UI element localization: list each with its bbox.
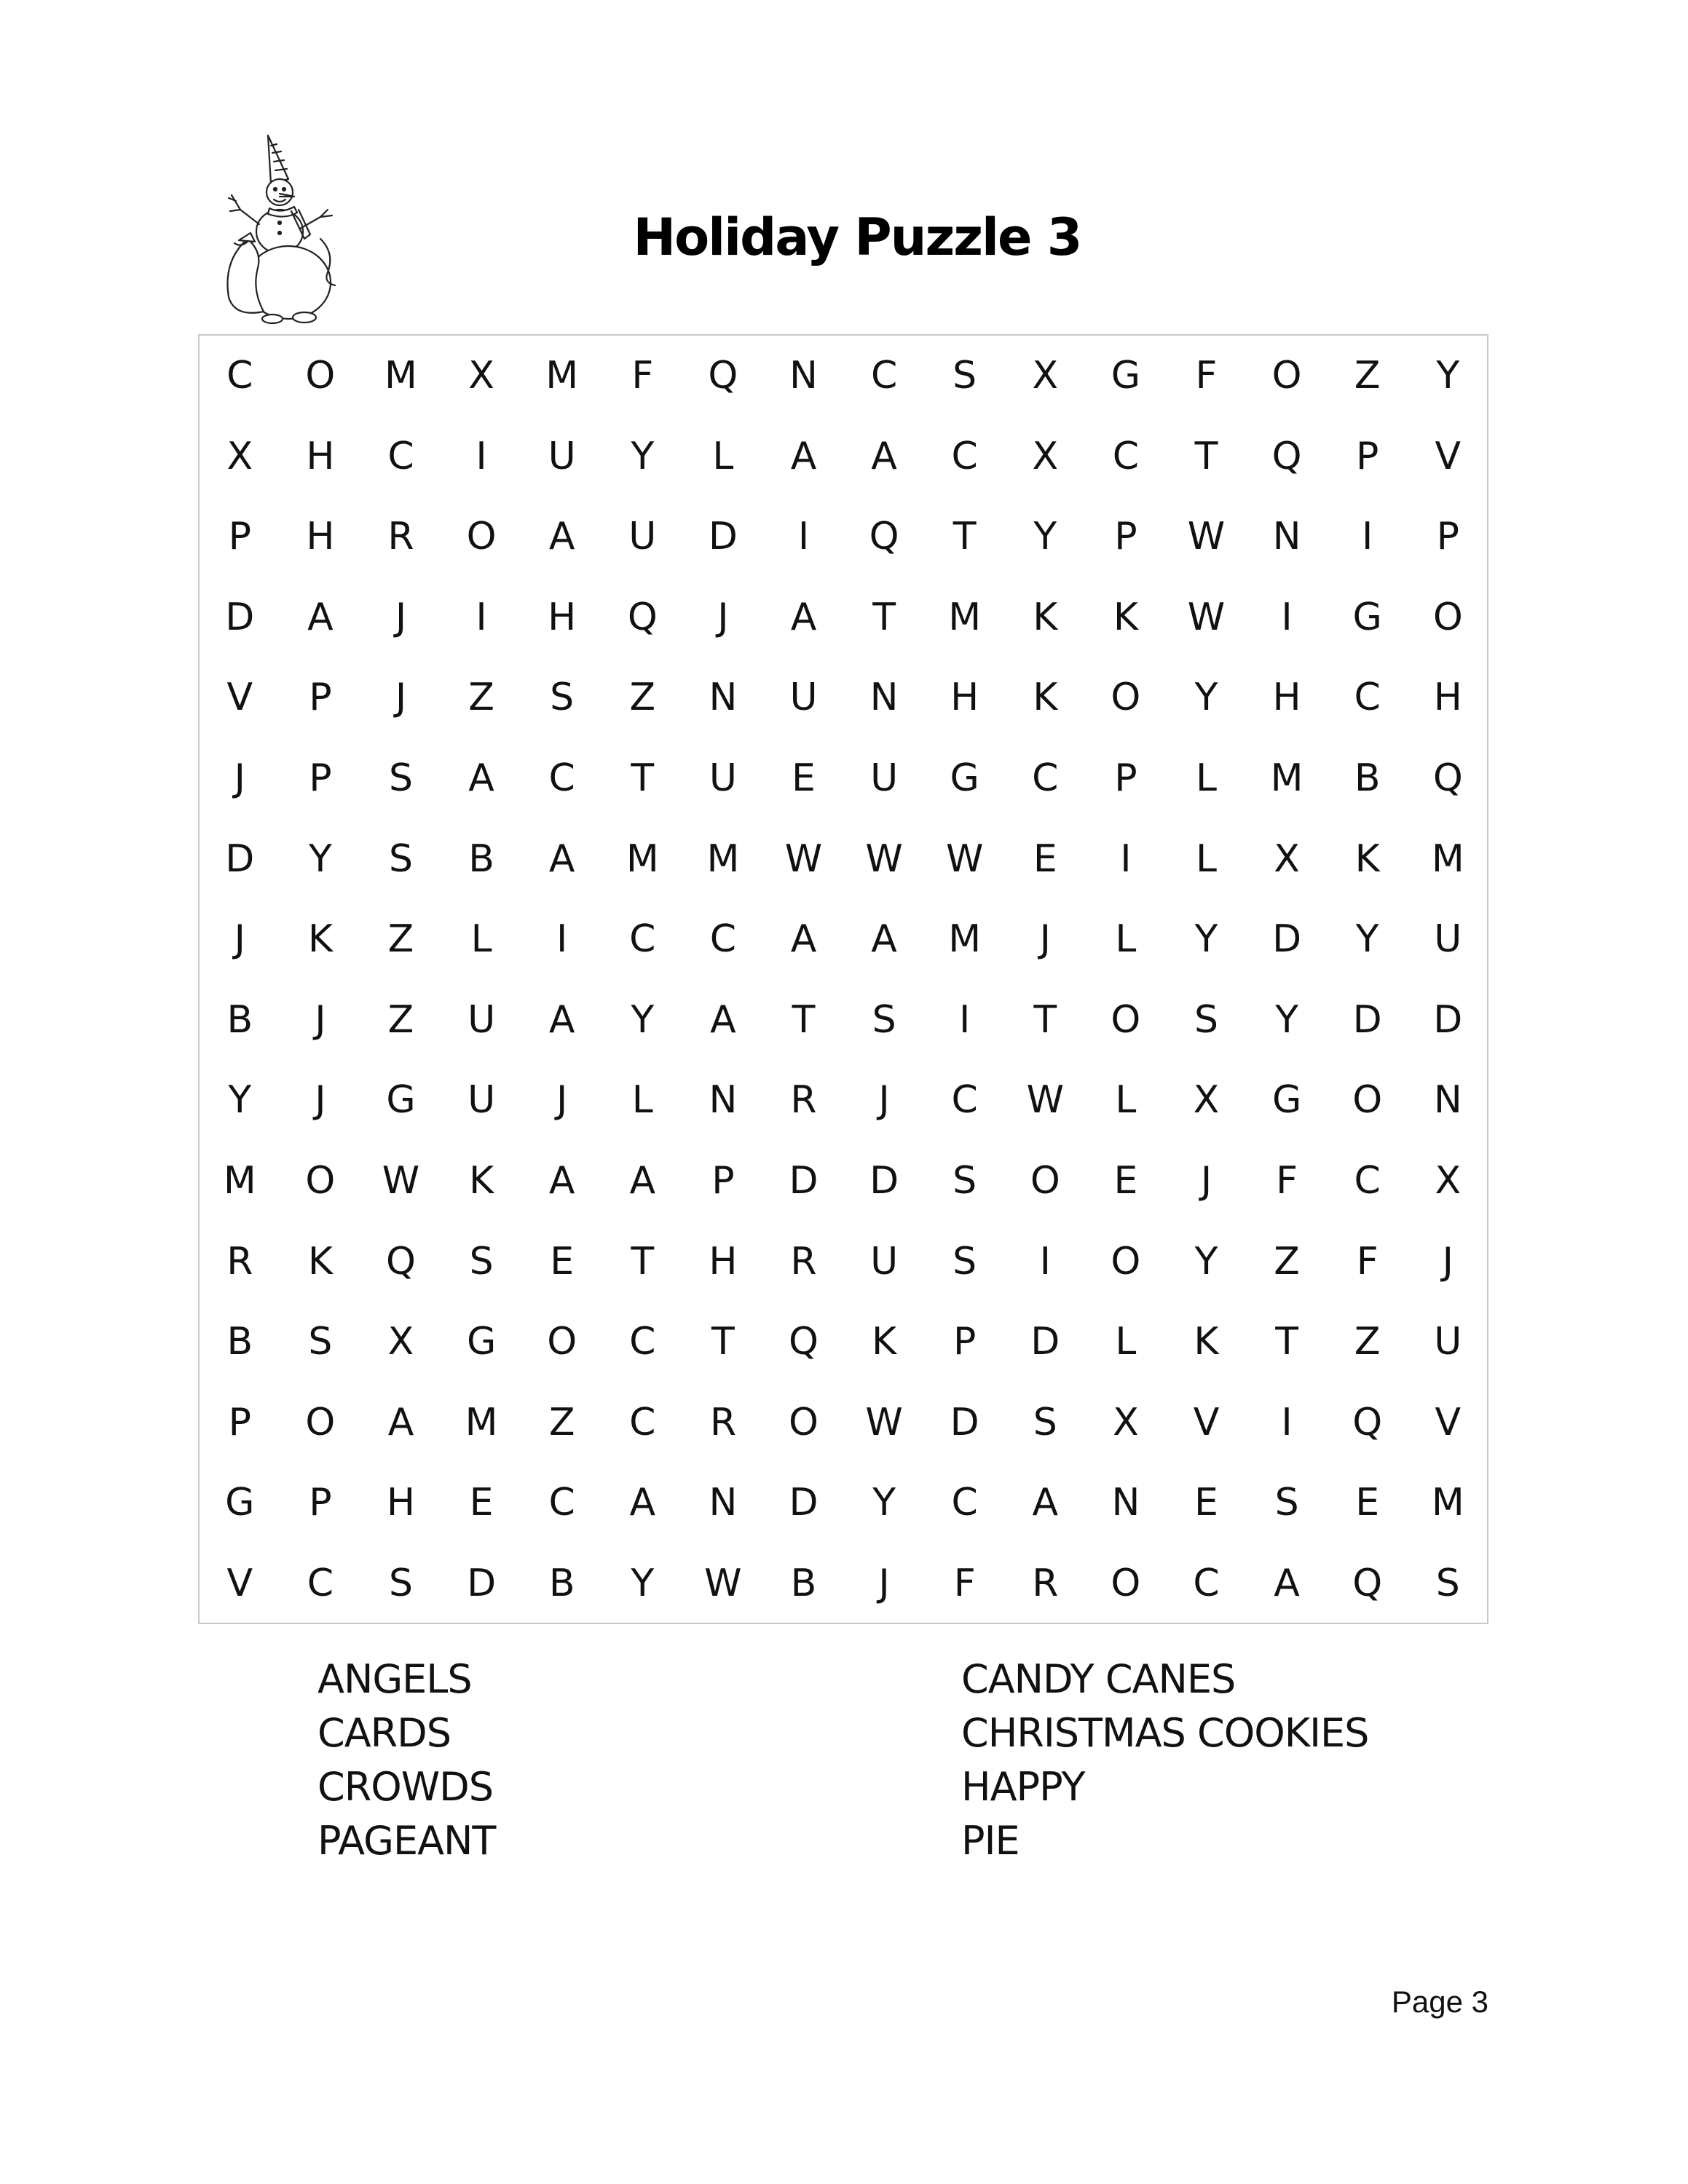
grid-cell: J — [556, 1078, 568, 1123]
grid-cell: C — [1354, 1159, 1381, 1203]
grid-cell: A — [629, 1481, 656, 1525]
grid-cell: H — [306, 515, 335, 559]
word-search-grid — [198, 334, 1488, 1624]
grid-cell: N — [709, 676, 738, 720]
grid-cell: E — [1033, 836, 1057, 881]
grid-cell: C — [1354, 676, 1381, 720]
grid-cell: C — [387, 434, 414, 478]
grid-cell: T — [872, 595, 896, 639]
grid-cell: L — [1115, 1078, 1137, 1123]
grid-cell: Q — [1352, 1400, 1383, 1444]
grid-cell: Q — [789, 1320, 819, 1364]
grid-cell: F — [1276, 1159, 1298, 1203]
grid-cell: O — [1111, 1239, 1141, 1283]
grid-cell: Q — [386, 1239, 416, 1283]
grid-cell: X — [387, 1320, 414, 1364]
grid-cell: B — [226, 997, 253, 1042]
grid-cell: D — [1352, 997, 1382, 1042]
grid-cell: X — [1193, 1078, 1220, 1123]
grid-cell: P — [1356, 434, 1379, 478]
grid-cell: J — [878, 1562, 890, 1605]
grid-cell: T — [1033, 997, 1057, 1042]
grid-cell: K — [1354, 836, 1380, 881]
grid-cell: V — [226, 676, 253, 720]
grid-cell: N — [1433, 1078, 1462, 1123]
grid-cell: J — [234, 756, 245, 800]
grid-cell: Z — [1274, 1239, 1300, 1283]
grid-cell: S — [1435, 1562, 1460, 1605]
grid-cell: S — [388, 836, 413, 881]
grid-cell: J — [395, 676, 407, 720]
grid-cell: G — [1352, 595, 1382, 639]
word-list-right — [961, 1653, 1368, 1868]
grid-cell: J — [1442, 1239, 1454, 1283]
grid-cell: U — [870, 1239, 899, 1283]
grid-cell: O — [305, 1159, 336, 1203]
grid-cell: P — [228, 1400, 251, 1444]
grid-cell: M — [948, 595, 982, 639]
grid-cell: F — [953, 1562, 976, 1605]
grid-cell: S — [1033, 1400, 1057, 1444]
grid-cell: A — [387, 1400, 414, 1444]
grid-cell: L — [1115, 917, 1137, 962]
grid-cell: I — [1281, 595, 1293, 639]
grid-cell: K — [1033, 595, 1058, 639]
grid-cell: D — [1030, 1320, 1060, 1364]
grid-cell: D — [225, 595, 255, 639]
grid-row — [200, 1543, 1487, 1624]
grid-cell: L — [1195, 756, 1217, 800]
grid-cell: D — [1272, 917, 1302, 962]
grid-cell: N — [1111, 1481, 1140, 1525]
grid-cell: B — [468, 836, 494, 881]
grid-row — [200, 657, 1487, 738]
grid-cell: V — [1193, 1400, 1220, 1444]
grid-row — [200, 1463, 1487, 1543]
grid-cell: T — [1194, 434, 1218, 478]
grid-cell: C — [629, 1400, 656, 1444]
grid-cell: U — [1434, 917, 1462, 962]
grid-cell: D — [708, 515, 738, 559]
grid-cell: A — [790, 595, 817, 639]
grid-cell: H — [548, 595, 577, 639]
grid-cell: W — [784, 836, 823, 881]
grid-cell: C — [548, 756, 575, 800]
grid-cell: O — [1111, 676, 1141, 720]
grid-cell: K — [1113, 595, 1138, 639]
grid-cell: X — [1274, 836, 1300, 881]
grid-cell: Z — [468, 676, 494, 720]
word-list-item: HAPPY — [961, 1764, 1085, 1810]
grid-cell: J — [234, 917, 245, 962]
grid-cell: B — [1354, 756, 1381, 800]
grid-cell: T — [631, 756, 655, 800]
grid-cell: U — [709, 756, 737, 800]
grid-cell: G — [1271, 1078, 1302, 1123]
grid-cell: D — [789, 1159, 819, 1203]
grid-cell: A — [307, 595, 334, 639]
grid-cell: Q — [1432, 756, 1463, 800]
grid-cell: A — [548, 836, 575, 881]
grid-cell: H — [1433, 676, 1462, 720]
grid-cell: Q — [1352, 1562, 1383, 1605]
grid-cell: Y — [1436, 354, 1460, 397]
grid-cell: Y — [631, 434, 655, 478]
grid-cell: Q — [708, 354, 738, 397]
word-list-item: CARDS — [318, 1710, 451, 1756]
grid-cell: V — [1435, 434, 1462, 478]
grid-cell: C — [1193, 1562, 1220, 1605]
grid-cell: R — [387, 515, 414, 559]
word-list-item: PAGEANT — [318, 1818, 496, 1864]
grid-cell: O — [789, 1400, 819, 1444]
grid-row — [200, 1141, 1487, 1222]
grid-cell: A — [548, 1159, 575, 1203]
grid-cell: T — [953, 515, 977, 559]
grid-row — [200, 819, 1487, 900]
word-list-item: PIE — [961, 1818, 1019, 1864]
grid-cell: C — [629, 1320, 656, 1364]
grid-cell: L — [470, 917, 492, 962]
grid-cell: H — [709, 1239, 738, 1283]
grid-cell: U — [1434, 1320, 1462, 1364]
grid-cell: Z — [1354, 1320, 1381, 1364]
grid-cell: A — [1274, 1562, 1300, 1605]
grid-row — [200, 1222, 1487, 1302]
grid-cell: C — [951, 434, 978, 478]
word-list-left — [318, 1653, 495, 1868]
grid-row — [200, 1060, 1487, 1141]
grid-cell: B — [226, 1320, 253, 1364]
grid-cell: N — [789, 354, 818, 397]
grid-cell: C — [548, 1481, 575, 1525]
grid-cell: M — [1431, 1481, 1464, 1525]
grid-cell: G — [950, 756, 979, 800]
grid-cell: Y — [309, 836, 332, 881]
grid-cell: M — [223, 1159, 256, 1203]
grid-cell: U — [870, 756, 899, 800]
grid-cell: Z — [387, 917, 414, 962]
grid-cell: C — [951, 1078, 978, 1123]
grid-cell: A — [871, 917, 897, 962]
grid-cell: Y — [872, 1481, 896, 1525]
grid-cell: S — [953, 1159, 977, 1203]
grid-cell: L — [712, 434, 734, 478]
grid-cell: I — [1039, 1239, 1051, 1283]
grid-cell: W — [382, 1159, 420, 1203]
word-list-item: CHRISTMAS COOKIES — [961, 1710, 1369, 1756]
grid-cell: I — [556, 917, 568, 962]
grid-row — [200, 1302, 1487, 1382]
grid-cell: Z — [548, 1400, 575, 1444]
grid-cell: D — [467, 1562, 497, 1605]
grid-cell: D — [950, 1400, 979, 1444]
grid-cell: I — [797, 515, 810, 559]
grid-cell: G — [466, 1320, 497, 1364]
grid-cell: K — [1194, 1320, 1219, 1364]
grid-cell: Z — [629, 676, 656, 720]
grid-cell: J — [1200, 1159, 1212, 1203]
grid-cell: O — [1352, 1078, 1383, 1123]
grid-cell: Y — [1033, 515, 1057, 559]
grid-cell: T — [1275, 1320, 1298, 1364]
word-list-item: ANGELS — [318, 1656, 472, 1702]
word-list-item: CROWDS — [318, 1764, 493, 1810]
grid-cell: U — [548, 434, 576, 478]
grid-cell: C — [951, 1481, 978, 1525]
grid-cell: Q — [1271, 434, 1302, 478]
grid-row — [200, 899, 1487, 980]
grid-cell: W — [1187, 595, 1226, 639]
grid-cell: R — [790, 1078, 817, 1123]
grid-cell: C — [307, 1562, 334, 1605]
grid-cell: O — [305, 354, 336, 397]
grid-cell: U — [789, 676, 818, 720]
grid-cell: A — [548, 997, 575, 1042]
grid-row — [200, 416, 1487, 497]
grid-cell: S — [388, 756, 413, 800]
grid-cell: C — [1112, 434, 1140, 478]
grid-cell: S — [308, 1320, 333, 1364]
grid-row — [200, 980, 1487, 1061]
grid-cell: K — [872, 1320, 897, 1364]
grid-cell: X — [1113, 1400, 1139, 1444]
grid-cell: A — [871, 434, 897, 478]
grid-cell: P — [1436, 515, 1459, 559]
grid-cell: B — [548, 1562, 575, 1605]
grid-cell: A — [629, 1159, 656, 1203]
grid-cell: Y — [1275, 997, 1298, 1042]
grid-cell: L — [1115, 1320, 1137, 1364]
grid-row — [200, 496, 1487, 577]
grid-cell: S — [953, 1239, 977, 1283]
grid-cell: K — [469, 1159, 494, 1203]
grid-cell: A — [710, 997, 736, 1042]
grid-cell: P — [711, 1159, 735, 1203]
page-title-text: Holiday Puzzle 3 — [633, 207, 1081, 267]
grid-cell: L — [1195, 836, 1217, 881]
grid-cell: R — [1032, 1562, 1059, 1605]
grid-cell: J — [315, 997, 326, 1042]
grid-cell: P — [953, 1320, 977, 1364]
grid-cell: W — [1187, 515, 1226, 559]
grid-cell: R — [709, 1400, 736, 1444]
grid-cell: S — [388, 1562, 413, 1605]
grid-cell: X — [1032, 354, 1059, 397]
grid-cell: Z — [1354, 354, 1381, 397]
grid-cell: K — [307, 1239, 333, 1283]
grid-row — [200, 738, 1487, 819]
grid-cell: W — [865, 1400, 903, 1444]
grid-cell: N — [709, 1078, 738, 1123]
grid-cell: T — [792, 997, 816, 1042]
grid-cell: E — [1355, 1481, 1380, 1525]
grid-cell: R — [226, 1239, 253, 1283]
grid-cell: O — [1111, 997, 1141, 1042]
grid-cell: A — [1032, 1481, 1059, 1525]
grid-cell: Y — [1355, 917, 1379, 962]
grid-cell: O — [547, 1320, 577, 1364]
grid-cell: V — [1435, 1400, 1462, 1444]
grid-cell: N — [709, 1481, 738, 1525]
grid-cell: M — [626, 836, 659, 881]
grid-cell: I — [476, 434, 487, 478]
grid-cell: C — [870, 354, 898, 397]
grid-cell: G — [1111, 354, 1141, 397]
grid-cell: W — [1026, 1078, 1064, 1123]
grid-cell: M — [1270, 756, 1304, 800]
grid-cell: F — [631, 354, 654, 397]
grid-cell: G — [225, 1481, 255, 1525]
grid-cell: P — [309, 676, 332, 720]
grid-row — [200, 577, 1487, 658]
grid-cell: O — [1111, 1562, 1141, 1605]
grid-cell: X — [1032, 434, 1059, 478]
grid-cell: C — [709, 917, 737, 962]
grid-cell: H — [386, 1481, 416, 1525]
grid-cell: K — [1033, 676, 1058, 720]
grid-cell: G — [386, 1078, 416, 1123]
grid-cell: U — [468, 1078, 496, 1123]
grid-cell: H — [1272, 676, 1301, 720]
grid-cell: A — [548, 515, 575, 559]
grid-cell: J — [1039, 917, 1051, 962]
grid-cell: D — [1433, 997, 1463, 1042]
grid-cell: X — [1435, 1159, 1462, 1203]
grid-cell: H — [950, 676, 979, 720]
word-list-item: CANDY CANES — [961, 1656, 1236, 1702]
grid-cell: Y — [228, 1078, 252, 1123]
grid-cell: O — [305, 1400, 336, 1444]
grid-cell: P — [309, 1481, 332, 1525]
grid-cell: J — [395, 595, 407, 639]
grid-cell: Z — [387, 997, 414, 1042]
grid-cell: N — [869, 676, 899, 720]
grid-cell: S — [953, 354, 977, 397]
grid-cell: P — [1114, 756, 1137, 800]
grid-cell: Y — [631, 997, 655, 1042]
grid-cell: M — [948, 917, 982, 962]
grid-cell: E — [1194, 1481, 1218, 1525]
grid-cell: C — [1032, 756, 1059, 800]
grid-cell: A — [790, 917, 817, 962]
grid-cell: S — [1194, 997, 1218, 1042]
grid-cell: W — [865, 836, 903, 881]
grid-cell: I — [1281, 1400, 1293, 1444]
grid-cell: S — [1274, 1481, 1299, 1525]
grid-cell: H — [306, 434, 335, 478]
grid-row — [200, 336, 1487, 416]
grid-cell: Q — [869, 515, 899, 559]
grid-cell: K — [307, 917, 333, 962]
grid-cell: P — [228, 515, 251, 559]
grid-cell: R — [790, 1239, 817, 1283]
grid-row — [200, 1382, 1487, 1463]
grid-cell: D — [225, 836, 255, 881]
grid-cell: E — [1113, 1159, 1138, 1203]
grid-cell: Q — [627, 595, 658, 639]
grid-cell: W — [704, 1562, 742, 1605]
grid-cell: I — [959, 997, 971, 1042]
grid-cell: D — [789, 1481, 819, 1525]
grid-cell: T — [631, 1239, 655, 1283]
grid-cell: J — [878, 1078, 890, 1123]
grid-cell: E — [469, 1481, 494, 1525]
grid-cell: B — [790, 1562, 817, 1605]
grid-cell: E — [792, 756, 816, 800]
grid-cell: O — [1432, 595, 1463, 639]
grid-cell: J — [717, 595, 729, 639]
grid-cell: C — [629, 917, 656, 962]
grid-cell: E — [550, 1239, 575, 1283]
grid-cell: S — [872, 997, 896, 1042]
grid-cell: Y — [1194, 917, 1218, 962]
grid-cell: W — [945, 836, 984, 881]
grid-cell: M — [545, 354, 579, 397]
grid-cell: M — [384, 354, 417, 397]
grid-cell: A — [790, 434, 817, 478]
grid-cell: X — [468, 354, 494, 397]
grid-cell: T — [711, 1320, 735, 1364]
grid-cell: Y — [1194, 676, 1218, 720]
grid-cell: S — [550, 676, 575, 720]
grid-cell: X — [226, 434, 253, 478]
grid-cell: J — [315, 1078, 326, 1123]
grid-cell: I — [476, 595, 487, 639]
grid-cell: V — [226, 1562, 253, 1605]
grid-cell: A — [468, 756, 494, 800]
page-title — [0, 207, 1688, 267]
grid-cell: M — [1431, 836, 1464, 881]
grid-cell: O — [1271, 354, 1302, 397]
grid-cell: O — [1030, 1159, 1060, 1203]
grid-cell: U — [628, 515, 657, 559]
grid-cell: F — [1195, 354, 1218, 397]
grid-cell: L — [631, 1078, 653, 1123]
grid-cell: I — [1120, 836, 1132, 881]
grid-cell: U — [468, 997, 496, 1042]
grid-cell: P — [309, 756, 332, 800]
page-number: Page 3 — [1391, 1985, 1488, 2019]
grid-cell: M — [706, 836, 740, 881]
grid-cell: M — [465, 1400, 498, 1444]
grid-cell: P — [1114, 515, 1137, 559]
grid-cell: F — [1356, 1239, 1379, 1283]
grid-cell: D — [869, 1159, 899, 1203]
grid-cell: S — [469, 1239, 494, 1283]
grid-cell: Y — [1194, 1239, 1218, 1283]
grid-cell: Y — [631, 1562, 655, 1605]
grid-cell: O — [466, 515, 497, 559]
grid-cell: C — [226, 354, 253, 397]
grid-cell: I — [1362, 515, 1373, 559]
grid-cell: N — [1272, 515, 1301, 559]
